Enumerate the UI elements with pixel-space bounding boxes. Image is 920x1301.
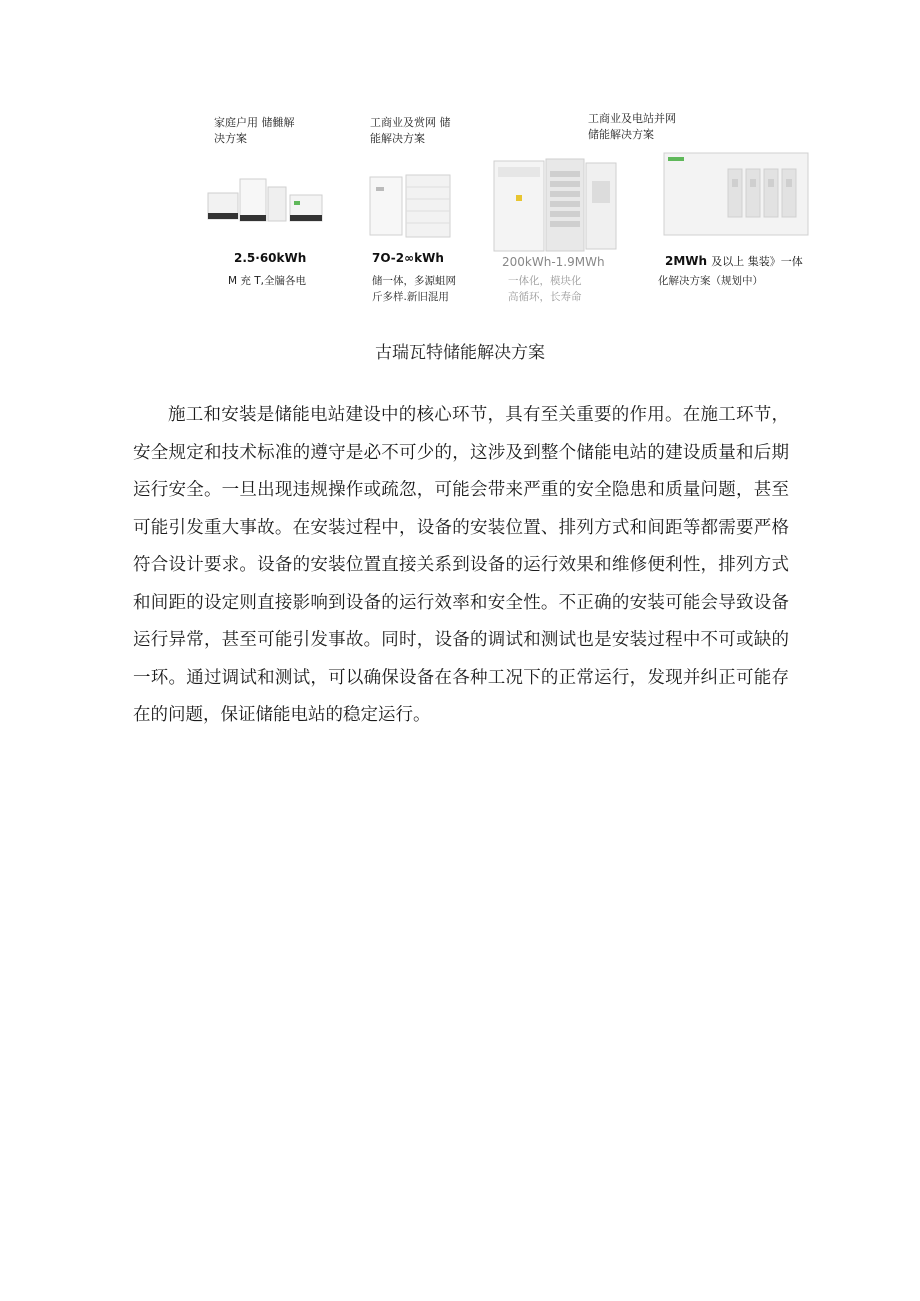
product-figure [190,105,840,310]
residential-units-image [206,173,326,229]
commercial-note: 储一体，多源蛆网 斤多样.新旧混用 [372,275,456,303]
grid-spec: 200kWh-1.9MWh [502,255,605,269]
grid-cabinets-image [492,155,618,255]
residential-note: M 充 T,全牖各电 [228,275,306,287]
residential-title: 家庭户用 储雠解 决方案 [214,116,295,145]
body-paragraph: 施工和安装是储能电站建设中的核心环节，具有至关重要的作用。在施工环节，安全规定和技术标准的遵守是必不可少的，这涉及到整个储能电站的建设质量和后期运行安全。一旦出现违规操作或疏忽，可能会带来严重的安全隐患和质量问题，甚至可能引发重大事故。在安装过程中，设备的安装位置、排列方式和间距等都需要严格符合设计要求。设备的安装位置直接关系到设备的运行效果和维修便利性，排列方式和间距的设定则直接影响到设备的运行效率和安全性。不正确的安装可能会导致设备运行异常，甚至可能引发事故。同时，设备的调试和测试也是安装过程中不可或缺的一环。通过调试和测试，可以确保设备在各种工况下的正常运行，发现并纠正可能存在的问题，保证储能电站的稳定运行。 [133,405,789,725]
residential-spec: 2.5·60kWh [234,251,307,265]
container-spec-extra: 及以上 集装》一体 [711,255,803,268]
commercial-spec: 7O-2∞kWh [372,251,444,265]
container-note: 化解决方案（规划中） [658,275,763,287]
grid-note: 一体化，模块化 高循环，长寿命 [508,275,582,303]
grid-title: 工商业及电站并网 储能解决方案 [588,112,676,141]
container-spec-value: 2MWh [665,254,708,268]
commercial-title: 工商业及赏网 储 能解决方案 [370,116,451,145]
container-image [662,147,812,239]
container-spec [665,253,803,269]
commercial-cabinet-image [368,173,454,239]
figure-caption: 古瑞瓦特储能解决方案 [375,343,545,363]
